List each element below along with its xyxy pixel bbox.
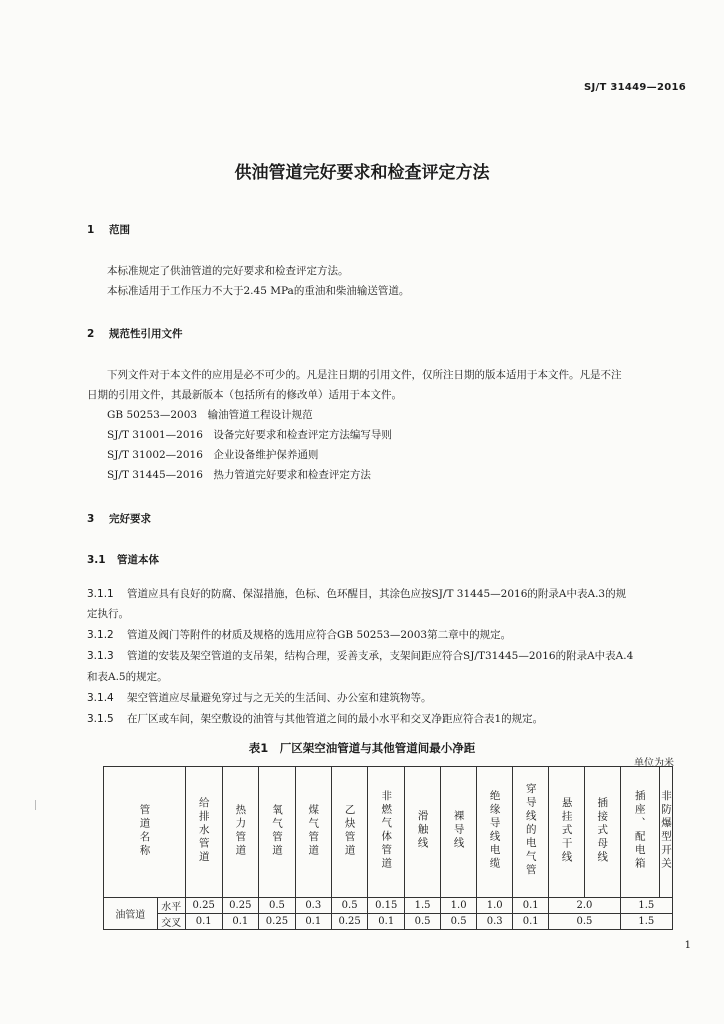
clause-text: 管道应具有良好的防腐、保湿措施，色标、色环醒目，其涂色应按SJ/T 31445—2016的附录A中表A.3的规 bbox=[127, 588, 627, 600]
table-header-cell: 热力管道 bbox=[222, 767, 259, 898]
clause-3-1-2 bbox=[87, 627, 511, 642]
table-row bbox=[104, 914, 673, 930]
clause-text: 管道的安装及架空管道的支吊架，结构合理，妥善支承，支架间距应符合SJ/T31445—2016的附录A中表A.4 bbox=[127, 650, 634, 662]
section-number: 1 bbox=[87, 224, 95, 236]
clause-text: 在厂区或车间，架空敷设的油管与其他管道之间的最小水平和交叉净距应符合表1的规定。 bbox=[127, 713, 544, 725]
clause-text: 管道及阀门等附件的材质及规格的选用应符合GB 50253—2003第二章中的规定。 bbox=[127, 629, 512, 641]
clause-number: 3.1.5 bbox=[87, 713, 114, 725]
clause-number: 3.1.3 bbox=[87, 650, 114, 662]
table-header-cell: 非防爆型开关 bbox=[660, 767, 673, 898]
clause-3-1-3 bbox=[87, 648, 633, 663]
table-cell: 0.15 bbox=[368, 898, 405, 914]
table-cell: 0.1 bbox=[185, 914, 222, 930]
ref-item: GB 50253—2003 输油管道工程设计规范 bbox=[107, 409, 313, 421]
clause-number: 3.1.2 bbox=[87, 629, 114, 641]
document-title: 供油管道完好要求和检查评定方法 bbox=[234, 163, 490, 183]
table-header-cell: 氧气管道 bbox=[259, 767, 296, 898]
section-number: 3 bbox=[87, 513, 95, 525]
table-header-cell: 非燃气体管道 bbox=[368, 767, 405, 898]
clause-number: 3.1.1 bbox=[87, 588, 114, 600]
section-heading-1 bbox=[87, 222, 130, 237]
subsection-heading-3-1 bbox=[87, 552, 159, 567]
table-header-row bbox=[104, 767, 673, 898]
table-row bbox=[104, 898, 673, 914]
clause-3-1-4 bbox=[87, 690, 432, 705]
table-cell: 0.25 bbox=[185, 898, 222, 914]
section-number: 3.1 bbox=[87, 554, 106, 566]
table-cell: 1.0 bbox=[477, 898, 513, 914]
clause-text: 架空管道应尽量避免穿过与之无关的生活间、办公室和建筑物等。 bbox=[127, 692, 432, 704]
section-heading-3 bbox=[87, 511, 151, 526]
section-title: 管道本体 bbox=[117, 554, 159, 566]
section-heading-2 bbox=[87, 326, 183, 341]
clause-3-1-5 bbox=[87, 711, 543, 726]
table-header-cell: 滑触线 bbox=[405, 767, 441, 898]
refs-intro-line-2: 日期的引用文件，其最新版本（包括所有的修改单）适用于本文件。 bbox=[87, 389, 402, 401]
table-cell: 0.25 bbox=[259, 914, 296, 930]
table-header-cell: 裸导线 bbox=[441, 767, 477, 898]
clause-number: 3.1.4 bbox=[87, 692, 114, 704]
table-cell: 0.5 bbox=[441, 914, 477, 930]
table-cell: 0.1 bbox=[368, 914, 405, 930]
table-header-cell: 插座、配电箱 bbox=[620, 767, 659, 898]
clause-continuation: 定执行。 bbox=[87, 608, 129, 620]
table-header-cell: 悬挂式干线 bbox=[549, 767, 585, 898]
page-number: 1 bbox=[684, 940, 691, 951]
table-cell: 0.1 bbox=[222, 914, 259, 930]
section-title: 规范性引用文件 bbox=[109, 328, 183, 340]
table-cell: 0.5 bbox=[405, 914, 441, 930]
table-cell: 0.5 bbox=[259, 898, 296, 914]
table-row-type: 水平 bbox=[157, 898, 185, 914]
ref-item: SJ/T 31002—2016 企业设备维护保养通则 bbox=[107, 449, 319, 461]
section-title: 范围 bbox=[109, 224, 130, 236]
table-cell: 1.5 bbox=[620, 898, 672, 914]
table-cell: 0.1 bbox=[295, 914, 331, 930]
table-cell: 0.1 bbox=[513, 914, 549, 930]
table-cell: 0.3 bbox=[295, 898, 331, 914]
table-cell: 0.5 bbox=[549, 914, 620, 930]
table-header-cell: 穿导线的电气管 bbox=[513, 767, 549, 898]
standard-number: SJ/T 31449—2016 bbox=[584, 82, 686, 93]
table-header-cell: 绝缘导线电缆 bbox=[477, 767, 513, 898]
table-header-cell: 煤气管道 bbox=[295, 767, 331, 898]
table-cell: 0.3 bbox=[477, 914, 513, 930]
table-header-cell: 管道名称 bbox=[104, 767, 186, 898]
table-row-label: 油管道 bbox=[104, 898, 158, 930]
section-title: 完好要求 bbox=[109, 513, 151, 525]
table-cell: 1.5 bbox=[405, 898, 441, 914]
table-cell: 0.1 bbox=[513, 898, 549, 914]
ref-item: SJ/T 31001—2016 设备完好要求和检查评定方法编写导则 bbox=[107, 429, 392, 441]
section-number: 2 bbox=[87, 328, 95, 340]
table-1 bbox=[103, 766, 673, 930]
table-header-cell: 插接式母线 bbox=[584, 767, 620, 898]
scan-artifact bbox=[35, 800, 36, 810]
ref-item: SJ/T 31445—2016 热力管道完好要求和检查评定方法 bbox=[107, 469, 371, 481]
refs-intro-line-1: 下列文件对于本文件的应用是必不可少的。凡是注日期的引用文件，仅所注日期的版本适用于本文件。凡是不注 bbox=[107, 369, 622, 381]
table-caption: 表1 厂区架空油管道与其他管道间最小净距 bbox=[248, 741, 476, 755]
table-header-cell: 给排水管道 bbox=[185, 767, 222, 898]
table-cell: 0.25 bbox=[222, 898, 259, 914]
table-cell: 0.25 bbox=[331, 914, 368, 930]
table-cell: 1.5 bbox=[620, 914, 672, 930]
table-cell: 0.5 bbox=[331, 898, 368, 914]
clause-continuation: 和表A.5的规定。 bbox=[87, 671, 168, 683]
table-unit: 单位为米 bbox=[634, 758, 674, 769]
table-cell: 1.0 bbox=[441, 898, 477, 914]
table-cell: 2.0 bbox=[549, 898, 620, 914]
scope-paragraph-1: 本标准规定了供油管道的完好要求和检查评定方法。 bbox=[107, 265, 349, 277]
clause-3-1-1 bbox=[87, 586, 626, 601]
scope-paragraph-2: 本标准适用于工作压力不大于2.45 MPa的重油和柴油输送管道。 bbox=[107, 285, 410, 297]
table-row-type: 交叉 bbox=[157, 914, 185, 930]
table-header-cell: 乙炔管道 bbox=[331, 767, 368, 898]
